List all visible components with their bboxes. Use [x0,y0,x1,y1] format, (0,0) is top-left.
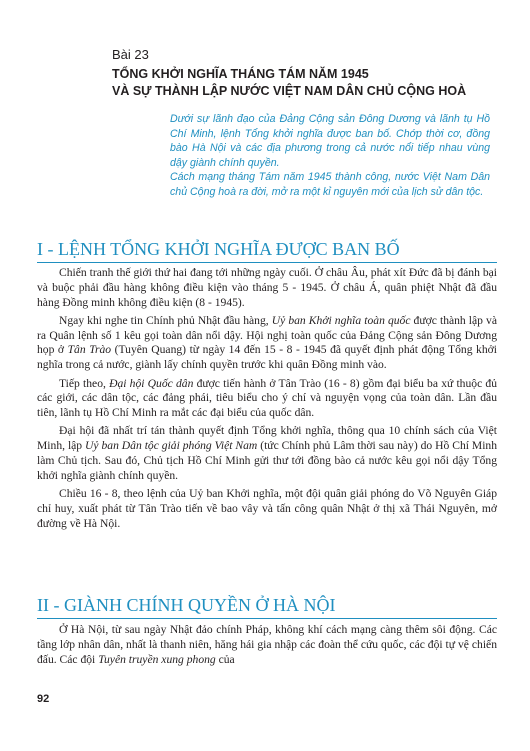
section-2-paragraph-1: Ở Hà Nội, từ sau ngày Nhật đảo chính Pháp, không khí cách mạng càng thêm sôi động. Các tầng lớp nhân dân, nhất là thanh niên, hăng hái gia nhập các đoàn thể cứu quốc, các đội tự vệ chiến đấu. Các đội Tuyên truyền xung phong của [37,623,497,666]
section-2-body [37,623,497,671]
intro-paragraph-1: Dưới sự lãnh đạo của Đảng Cộng sản Đông Dương và lãnh tụ Hồ Chí Minh, lệnh Tổng khởi nghĩa được ban bố. Chớp thời cơ, đồng bào Hà Nội và các địa phương trong cả nước nổi tiếp nhau vùng dậy giành chính quyền. [170,113,490,169]
lesson-title [112,66,492,100]
section-1-paragraph-3: Tiếp theo, Đại hội Quốc dân được tiến hành ở Tân Trào (16 - 8) gồm đại biểu ba xứ thuộc đủ các giới, các dân tộc, các đảng phái, tiêu biểu cho ý chí và nguyện vọng của toàn dân. Lần đầu tiên, lãnh tụ Hồ Chí Minh ra mắt các đại biểu của quốc dân. [37,376,498,420]
section-1-body [37,266,497,535]
section-1-paragraph-2: Ngay khi nghe tin Chính phủ Nhật đầu hàng, Uỷ ban Khởi nghĩa toàn quốc được thành lập và ra Quân lệnh số 1 kêu gọi toàn dân nổi dậy. Hội nghị toàn quốc của Đảng Cộng sản Đông Dương họp ở Tân Trào (Tuyên Quang) từ ngày 14 đến 15 - 8 - 1945 đã quyết định phát động Tổng khởi nghĩa trong cả nước, giành lấy chính quyền trước khi quân Đồng minh vào. [37,313,497,372]
section-2-rule [37,618,497,619]
section-1-rule [37,262,497,263]
section-2-heading: II - GIÀNH CHÍNH QUYỀN Ở HÀ NỘI [37,595,336,615]
lesson-title-line-1: TỔNG KHỞI NGHĨA THÁNG TÁM NĂM 1945 [112,67,369,81]
lesson-intro [170,112,490,200]
section-1-paragraph-1: Chiến tranh thế giới thứ hai đang tới những ngày cuối. Ở châu Âu, phát xít Đức đã bị đánh bại và buộc phải đầu hàng không điều kiện vào tháng 5 - 1945. Ở châu Á, quân phiệt Nhật đã đầu hàng Đồng minh không điều kiện (8 - 1945). [37,266,497,309]
section-1-paragraph-5: Chiều 16 - 8, theo lệnh của Uỷ ban Khởi nghĩa, một đội quân giải phóng do Võ Nguyên Giáp chỉ huy, xuất phát từ Tân Trào tiến về bao vây và tấn công quân Nhật ở thị xã Thái Nguyên, mở đường về Hà Nội. [37,487,497,530]
section-1-paragraph-4: Đại hội đã nhất trí tán thành quyết định Tổng khởi nghĩa, thông qua 10 chính sách của Việt Minh, lập Uỷ ban Dân tộc giải phóng Việt Nam (tức Chính phủ Lâm thời sau này) do Hồ Chí Minh làm Chủ tịch. Sau đó, Chủ tịch Hồ Chí Minh gửi thư tới đồng bào cả nước kêu gọi nổi dậy Tổng khởi nghĩa giành chính quyền. [37,424,498,482]
section-1-heading: I - LỆNH TỔNG KHỞI NGHĨA ĐƯỢC BAN BỐ [37,239,400,259]
lesson-title-line-2: VÀ SỰ THÀNH LẬP NƯỚC VIỆT NAM DÂN CHỦ CỘNG HOÀ [112,84,467,98]
lesson-number: Bài 23 [112,47,149,62]
intro-paragraph-2: Cách mạng tháng Tám năm 1945 thành công, nước Việt Nam Dân chủ Cộng hoà ra đời, mở ra một kỉ nguyên mới của lịch sử dân tộc. [170,171,490,198]
page-number: 92 [37,693,50,705]
